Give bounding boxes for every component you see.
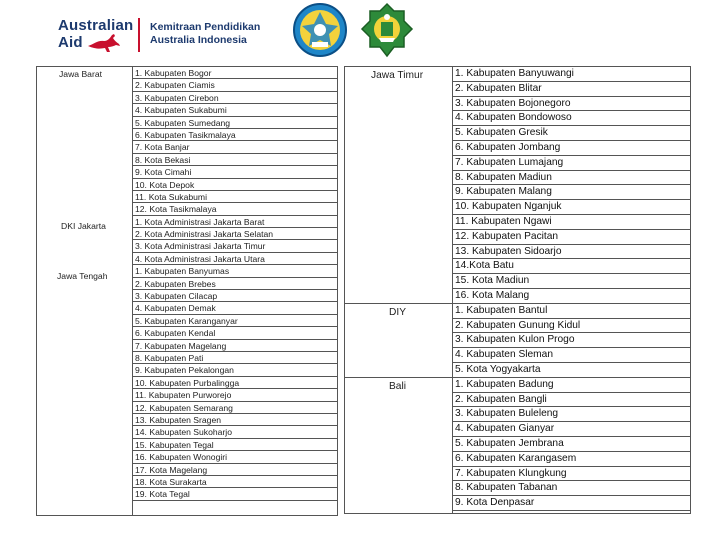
group-separator bbox=[345, 303, 452, 304]
province-label: Jawa Tengah bbox=[57, 271, 108, 281]
district-row: 2. Kabupaten Blitar bbox=[452, 82, 690, 97]
district-row: 8. Kabupaten Madiun bbox=[452, 171, 690, 186]
partnership-title bbox=[150, 21, 260, 47]
district-row: 4. Kabupaten Sleman bbox=[452, 348, 690, 363]
district-row: 4. Kabupaten Bondowoso bbox=[452, 111, 690, 126]
district-row: 17. Kota Magelang bbox=[132, 464, 337, 476]
district-row: 14.Kota Batu bbox=[452, 259, 690, 274]
district-row: 2. Kabupaten Ciamis bbox=[132, 79, 337, 91]
district-row: 14. Kabupaten Sukoharjo bbox=[132, 426, 337, 438]
district-row: 8. Kota Bekasi bbox=[132, 154, 337, 166]
district-row: 6. Kabupaten Jombang bbox=[452, 141, 690, 156]
district-row: 7. Kabupaten Lumajang bbox=[452, 156, 690, 171]
brand-line2: Aid bbox=[58, 34, 83, 51]
group-separator bbox=[345, 377, 452, 378]
district-row: 12. Kabupaten Pacitan bbox=[452, 230, 690, 245]
right-region-table bbox=[344, 66, 691, 514]
district-row: 4. Kota Administrasi Jakarta Utara bbox=[132, 253, 337, 265]
district-row: 4. Kabupaten Sukabumi bbox=[132, 104, 337, 116]
district-row: 8. Kabupaten Pati bbox=[132, 352, 337, 364]
education-ministry-seal-icon bbox=[292, 2, 348, 58]
district-row: 7. Kabupaten Klungkung bbox=[452, 467, 690, 482]
district-row: 2. Kabupaten Gunung Kidul bbox=[452, 319, 690, 334]
left-region-table bbox=[36, 66, 338, 516]
district-row: 11. Kabupaten Ngawi bbox=[452, 215, 690, 230]
district-row: 1. Kabupaten Banyuwangi bbox=[452, 67, 690, 82]
district-row: 6. Kabupaten Kendal bbox=[132, 327, 337, 339]
district-row: 9. Kabupaten Malang bbox=[452, 185, 690, 200]
district-row: 3. Kabupaten Kulon Progo bbox=[452, 333, 690, 348]
district-row: 6. Kabupaten Tasikmalaya bbox=[132, 129, 337, 141]
district-row: 7. Kota Banjar bbox=[132, 141, 337, 153]
religious-affairs-ministry-seal-icon bbox=[360, 2, 414, 58]
district-row: 11. Kota Sukabumi bbox=[132, 191, 337, 203]
district-row: 11. Kabupaten Purworejo bbox=[132, 389, 337, 401]
district-row: 8. Kabupaten Tabanan bbox=[452, 481, 690, 496]
partner-line1: Kemitraan Pendidikan bbox=[150, 21, 261, 33]
district-row: 16. Kota Malang bbox=[452, 289, 690, 304]
australian-aid-logo bbox=[58, 16, 138, 56]
district-row: 1. Kabupaten Banyumas bbox=[132, 265, 337, 277]
district-row: 2. Kabupaten Bangli bbox=[452, 393, 690, 408]
district-row: 1. Kabupaten Badung bbox=[452, 378, 690, 393]
district-list bbox=[452, 67, 690, 511]
district-row: 16. Kabupaten Wonogiri bbox=[132, 451, 337, 463]
district-row: 1. Kabupaten Bogor bbox=[132, 67, 337, 79]
district-row: 15. Kabupaten Tegal bbox=[132, 439, 337, 451]
district-row: 3. Kabupaten Bojonegoro bbox=[452, 97, 690, 112]
district-row: 10. Kabupaten Purbalingga bbox=[132, 377, 337, 389]
district-row: 7. Kabupaten Magelang bbox=[132, 340, 337, 352]
district-row: 3. Kabupaten Cilacap bbox=[132, 290, 337, 302]
district-row: 13. Kabupaten Sidoarjo bbox=[452, 245, 690, 260]
district-row: 6. Kabupaten Karangasem bbox=[452, 452, 690, 467]
district-row: 10. Kabupaten Nganjuk bbox=[452, 200, 690, 215]
district-row: 9. Kota Denpasar bbox=[452, 496, 690, 511]
district-row: 5. Kabupaten Karanganyar bbox=[132, 315, 337, 327]
district-row: 3. Kota Administrasi Jakarta Timur bbox=[132, 240, 337, 252]
district-row: 13. Kabupaten Sragen bbox=[132, 414, 337, 426]
district-row: 5. Kabupaten Sumedang bbox=[132, 117, 337, 129]
kangaroo-icon bbox=[86, 32, 122, 54]
district-row: 19. Kota Tegal bbox=[132, 488, 337, 500]
district-row: 3. Kabupaten Cirebon bbox=[132, 92, 337, 104]
district-row: 10. Kota Depok bbox=[132, 179, 337, 191]
district-list bbox=[132, 67, 337, 501]
district-row: 18. Kota Surakarta bbox=[132, 476, 337, 488]
province-label: Jawa Barat bbox=[59, 69, 102, 79]
province-label: Bali bbox=[389, 381, 406, 392]
district-row: 4. Kabupaten Demak bbox=[132, 302, 337, 314]
district-row: 5. Kabupaten Jembrana bbox=[452, 437, 690, 452]
district-row: 9. Kota Cimahi bbox=[132, 166, 337, 178]
district-row: 5. Kabupaten Gresik bbox=[452, 126, 690, 141]
district-row: 2. Kabupaten Brebes bbox=[132, 278, 337, 290]
district-row: 1. Kota Administrasi Jakarta Barat bbox=[132, 216, 337, 228]
district-row: 1. Kabupaten Bantul bbox=[452, 304, 690, 319]
partner-line2: Australia Indonesia bbox=[150, 34, 247, 46]
district-row: 12. Kabupaten Semarang bbox=[132, 402, 337, 414]
district-row: 9. Kabupaten Pekalongan bbox=[132, 364, 337, 376]
province-label: Jawa Timur bbox=[371, 70, 424, 81]
district-row: 15. Kota Madiun bbox=[452, 274, 690, 289]
district-row: 3. Kabupaten Buleleng bbox=[452, 407, 690, 422]
province-label: DKI Jakarta bbox=[61, 221, 106, 231]
province-column bbox=[37, 67, 133, 515]
district-row: 12. Kota Tasikmalaya bbox=[132, 203, 337, 215]
district-row: 2. Kota Administrasi Jakarta Selatan bbox=[132, 228, 337, 240]
brand-line1: Australian bbox=[58, 17, 134, 34]
district-row: 4. Kabupaten Gianyar bbox=[452, 422, 690, 437]
district-row: 5. Kota Yogyakarta bbox=[452, 363, 690, 378]
header-divider bbox=[138, 18, 140, 52]
province-column bbox=[345, 67, 453, 513]
province-label: DIY bbox=[389, 307, 406, 318]
